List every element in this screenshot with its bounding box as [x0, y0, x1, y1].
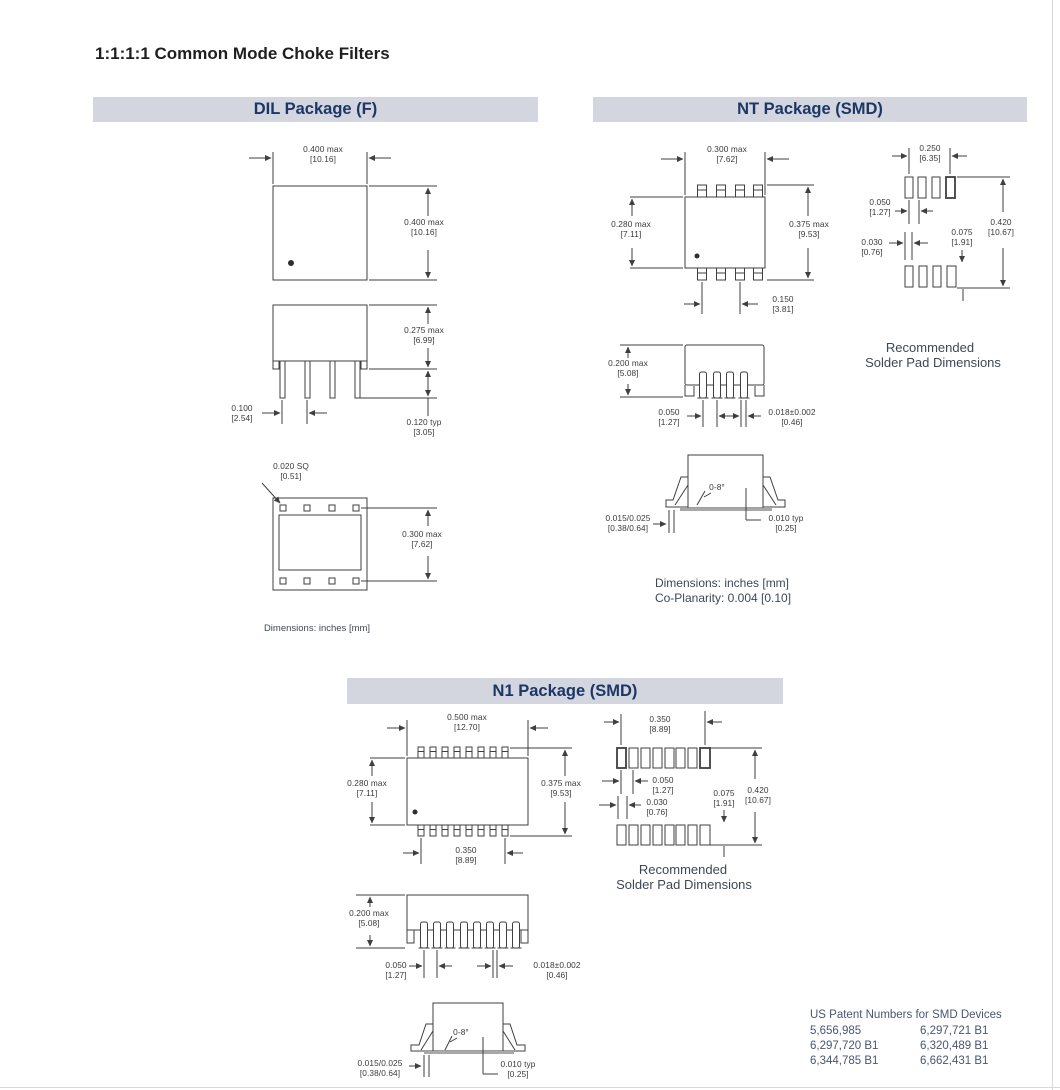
dim-in: 0.120 typ — [406, 417, 442, 427]
dim-in: 0.100 — [231, 403, 253, 413]
dim-mm: [8.89] — [649, 723, 671, 734]
dim-in: 0.300 max — [707, 144, 747, 154]
dim-mm: [0.25] — [507, 1068, 529, 1079]
dim-in: 0.030 — [646, 797, 668, 807]
dim-in: 0.400 max — [404, 217, 444, 227]
dim-in: 0.030 — [861, 237, 883, 247]
dim-mm: [7.11] — [620, 228, 642, 239]
dim-n1-side-height — [349, 909, 389, 928]
dim-in: 0.280 max — [611, 219, 651, 229]
dim-n1-side-pitch — [385, 961, 406, 980]
dim-in: 0.075 — [713, 788, 735, 798]
dim-nt-side-height — [608, 359, 648, 378]
page-title: 1:1:1:1 Common Mode Choke Filters — [95, 44, 390, 63]
dim-mm: [9.53] — [798, 228, 820, 239]
nt-pads-caption-line2: Solder Pad Dimensions — [865, 355, 1001, 370]
dil-dimensions-note: Dimensions: inches [mm] — [263, 623, 371, 634]
dim-mm: [7.62] — [411, 538, 433, 549]
dim-mm: [1.27] — [652, 784, 674, 795]
dil-package-header: DIL Package (F) — [93, 97, 538, 122]
dim-mm: [10.16] — [309, 153, 337, 164]
dim-mm: [9.53] — [550, 787, 572, 798]
dim-mm: [10.67] — [987, 226, 1015, 237]
dim-n1-pads-span — [745, 786, 771, 805]
dim-dil-top-width — [303, 145, 343, 164]
dim-n1-pads-width — [649, 715, 670, 734]
dim-mm: [1.27] — [869, 206, 891, 217]
patents-title: US Patent Numbers for SMD Devices — [810, 1009, 1002, 1021]
dim-mm: [0.76] — [861, 246, 883, 257]
dim-nt-side-lead — [768, 408, 815, 427]
nt-top-view — [630, 152, 814, 314]
dim-n1-top-width — [447, 713, 487, 732]
patent-number: 6,320,489 B1 — [920, 1040, 989, 1052]
n1-pads-caption-line2: Solder Pad Dimensions — [616, 877, 752, 892]
dim-n1-pads-pad-width — [646, 798, 667, 817]
dim-n1-pads-pad-height — [713, 789, 734, 808]
dim-mm: [6.99] — [413, 334, 435, 345]
dim-in: 0.150 — [772, 294, 794, 304]
dim-mm: [10.67] — [744, 794, 772, 805]
dim-mm: [12.70] — [453, 721, 481, 732]
dim-mm: [5.08] — [358, 917, 380, 928]
dim-mm: [7.62] — [716, 153, 738, 164]
dim-mm: [0.38/0.64] — [359, 1067, 401, 1078]
dim-n1-end-angle: 0-8° — [453, 1027, 469, 1037]
dim-mm: [3.05] — [413, 426, 435, 437]
dim-nt-top-body — [611, 220, 651, 239]
dim-mm: [1.27] — [385, 969, 407, 980]
patent-number: 6,297,721 B1 — [920, 1025, 989, 1037]
patent-number: 5,656,985 — [810, 1025, 862, 1037]
dim-n1-top-span — [541, 779, 581, 798]
dim-dil-bottom-pin — [273, 462, 309, 481]
dim-in: 0.400 max — [303, 144, 343, 154]
dim-mm: [0.51] — [280, 470, 302, 481]
nt-dimensions-note: Dimensions: inches [mm] — [654, 576, 790, 590]
dim-mm: [7.11] — [356, 787, 378, 798]
page-bottom-edge — [0, 1087, 1060, 1088]
dim-in: 0.010 typ — [768, 513, 804, 523]
dim-in: 0.015/0.025 — [357, 1058, 403, 1068]
dim-in: 0.020 SQ — [273, 461, 309, 471]
dim-in: 0.050 — [869, 197, 891, 207]
dim-in: 0.420 — [990, 217, 1012, 227]
dim-nt-pads-pitch — [869, 198, 890, 217]
nt-pads-caption-line1: Recommended — [885, 340, 975, 355]
dim-n1-end-standoff — [500, 1060, 535, 1079]
dim-nt-pads-pad-height — [951, 228, 972, 247]
dim-nt-end-standoff — [768, 514, 803, 533]
dim-in: 0.375 max — [541, 778, 581, 788]
dim-mm: [10.16] — [410, 226, 438, 237]
dim-in: 0.300 max — [402, 529, 442, 539]
dim-nt-end-foot — [606, 514, 651, 533]
dim-mm: [6.35] — [919, 152, 941, 163]
dim-dil-top-height — [404, 218, 444, 237]
page-right-edge — [1052, 0, 1053, 1090]
n1-solder-pads — [599, 711, 762, 857]
dim-in: 0.015/0.025 — [605, 513, 651, 523]
dim-nt-top-span — [789, 220, 829, 239]
nt-coplanarity-note: Co-Planarity: 0.004 [0.10] — [654, 591, 792, 605]
dim-mm: [0.46] — [781, 416, 803, 427]
dim-dil-bottom-row — [402, 530, 442, 549]
dim-mm: [0.46] — [546, 969, 568, 980]
patent-number: 6,662,431 B1 — [920, 1055, 989, 1067]
dim-in: 0.075 — [951, 227, 973, 237]
dim-in: 0.375 max — [789, 219, 829, 229]
patent-number: 6,344,785 B1 — [810, 1055, 879, 1067]
dim-n1-side-lead — [533, 961, 580, 980]
dim-in: 0.250 — [919, 143, 941, 153]
dim-mm: [0.76] — [646, 806, 668, 817]
dim-nt-pads-pad-width — [861, 238, 882, 257]
dim-in: 0.275 max — [404, 325, 444, 335]
dim-mm: [0.25] — [775, 522, 797, 533]
dim-nt-top-width — [707, 145, 747, 164]
dim-in: 0.018±0.002 — [768, 407, 816, 417]
n1-package-header: N1 Package (SMD) — [347, 678, 783, 704]
dim-mm: [0.38/0.64] — [607, 522, 649, 533]
dim-mm: [3.81] — [772, 303, 794, 314]
dim-mm: [1.91] — [951, 236, 973, 247]
dim-in: 0.010 typ — [500, 1059, 536, 1069]
dim-mm: [1.91] — [713, 797, 735, 808]
dim-in: 0.018±0.002 — [533, 960, 581, 970]
dim-nt-pads-span — [988, 218, 1014, 237]
dim-nt-end-angle: 0-8° — [709, 482, 725, 492]
dim-n1-top-body — [347, 779, 387, 798]
dil-top-view — [249, 152, 437, 280]
dim-in: 0.050 — [385, 960, 407, 970]
dim-dil-side-pitch — [231, 404, 252, 423]
dim-in: 0.280 max — [347, 778, 387, 788]
patent-number: 6,297,720 B1 — [810, 1040, 879, 1052]
dim-in: 0.200 max — [349, 908, 389, 918]
dim-in: 0.350 — [455, 845, 477, 855]
dim-in: 0.420 — [747, 785, 769, 795]
dim-in: 0.200 max — [608, 358, 648, 368]
nt-end-view — [653, 455, 785, 533]
dim-mm: [2.54] — [231, 412, 253, 423]
dim-nt-side-pitch — [658, 408, 679, 427]
dil-side-view — [262, 305, 437, 424]
dim-n1-pads-pitch — [652, 776, 673, 795]
dim-mm: [8.89] — [455, 854, 477, 865]
dim-in: 0.050 — [652, 775, 674, 785]
dim-in: 0.050 — [658, 407, 680, 417]
dim-mm: [5.08] — [617, 367, 639, 378]
dim-mm: [1.27] — [658, 416, 680, 427]
dim-dil-side-lead — [406, 418, 441, 437]
dim-n1-top-pins — [455, 846, 476, 865]
n1-pads-caption-line1: Recommended — [638, 862, 728, 877]
dim-dil-side-body — [404, 326, 444, 345]
nt-package-header: NT Package (SMD) — [593, 97, 1027, 122]
dim-in: 0.500 max — [447, 712, 487, 722]
dim-in: 0.350 — [649, 714, 671, 724]
dim-nt-pads-width — [919, 144, 940, 163]
dim-nt-top-pins — [772, 295, 793, 314]
dim-n1-end-foot — [358, 1059, 403, 1078]
